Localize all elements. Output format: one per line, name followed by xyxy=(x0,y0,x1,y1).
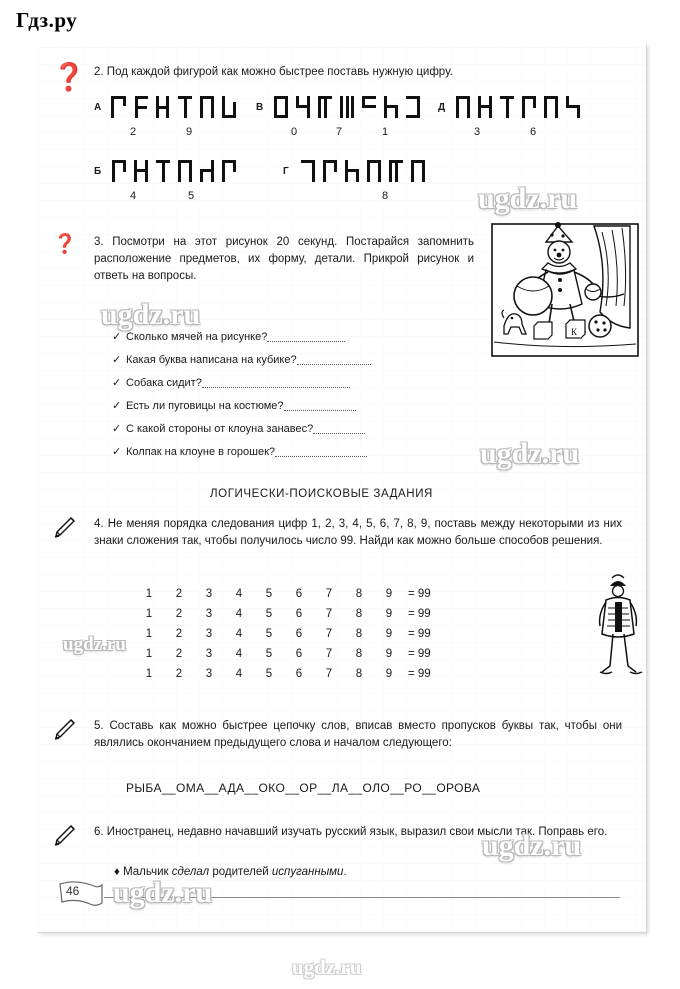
table-row[interactable] xyxy=(134,664,450,684)
watermark: ugdz.ru xyxy=(482,829,582,862)
digit: 2 xyxy=(175,588,183,600)
digit: 3 xyxy=(205,588,213,600)
figure-glyph xyxy=(520,94,539,120)
question-text: Какая буква написана на кубике? xyxy=(126,354,297,366)
digit: 5 xyxy=(265,648,273,660)
figure-glyph xyxy=(176,94,195,120)
task-5-body: Составь как можно быстрее цепочку слов, вписав вместо пропусков буквы так, чтобы они являлись окончанием предыдущего слова и началом следующего: xyxy=(94,720,622,749)
figure-row-g xyxy=(299,158,428,184)
figure-glyph xyxy=(220,94,239,120)
task-4-body: Не меняя порядка следования цифр 1, 2, 3, 4, 5, 6, 7, 8, 9, поставь между некоторыми из них знаки сложения так, чтобы получилось число 99. Найди как можно больше способов решения. xyxy=(94,518,622,547)
figure-glyph xyxy=(387,158,406,184)
figure-group-b-label: Б xyxy=(94,166,102,177)
watermark: ugdz.ru xyxy=(478,182,578,215)
digit: 3 xyxy=(205,668,213,680)
example-end: . xyxy=(343,866,347,878)
task-4-number: 4. xyxy=(94,518,104,530)
digit: 5 xyxy=(187,190,195,202)
digit: 7 xyxy=(325,608,333,620)
figure-glyph xyxy=(220,158,239,184)
figure-glyph xyxy=(564,94,583,120)
table-row[interactable] xyxy=(134,584,450,604)
digit: 1 xyxy=(145,668,153,680)
question-text: С какой стороны от клоуна занавес? xyxy=(126,423,314,435)
task-3-body: Посмотри на этот рисунок 20 секунд. Постарайся запомнить расположение предметов, их форму, детали. Прикрой рисунок и ответь на вопросы. xyxy=(94,236,474,282)
digit: 4 xyxy=(235,668,243,680)
task-6-body: Иностранец, недавно начавший изучать русский язык, выразил свои мысли так. Поправь его. xyxy=(106,826,608,838)
task-6-number-visible: 6. xyxy=(94,826,104,838)
digit: 6 xyxy=(295,628,303,640)
task-4-text xyxy=(94,516,622,550)
digit: 8 xyxy=(355,588,363,600)
row-result: = 99 xyxy=(408,648,431,660)
figure-glyph xyxy=(404,94,423,120)
question-text: Колпак на клоуне в горошек? xyxy=(126,446,276,458)
task-3-question-list xyxy=(112,326,432,464)
digit: 7 xyxy=(325,628,333,640)
digit: 3 xyxy=(205,648,213,660)
pen-icon-task4 xyxy=(52,514,78,540)
page-number-flag xyxy=(58,880,106,914)
list-item xyxy=(112,441,432,464)
digit: 4 xyxy=(235,628,243,640)
digit: 3 xyxy=(473,126,481,138)
digit: 7 xyxy=(335,126,343,138)
footer-divider xyxy=(104,897,620,898)
figure-digits-g xyxy=(375,190,395,202)
question-text: Собака сидит? xyxy=(126,377,202,389)
watermark: ugdz.ru xyxy=(480,437,580,470)
row-result: = 99 xyxy=(408,628,431,640)
pen-icon-task5 xyxy=(52,716,78,742)
check-icon: ✓ xyxy=(112,423,122,435)
pen-icon-task6 xyxy=(52,822,78,848)
digit: 8 xyxy=(355,648,363,660)
answer-blank[interactable] xyxy=(284,398,356,411)
watermark: ugdz.ru xyxy=(63,634,126,655)
example-italic-2: испуганными xyxy=(271,866,344,878)
check-icon: ✓ xyxy=(112,400,122,412)
digit: 1 xyxy=(381,126,389,138)
digit: 2 xyxy=(175,648,183,660)
figure-row-b xyxy=(110,158,239,184)
digit: 3 xyxy=(205,608,213,620)
row-result: = 99 xyxy=(408,588,431,600)
digit: 1 xyxy=(145,648,153,660)
figure-glyph xyxy=(316,94,335,120)
check-icon: ✓ xyxy=(112,354,122,366)
digit: 6 xyxy=(295,648,303,660)
figure-glyph xyxy=(498,94,517,120)
check-icon: ✓ xyxy=(112,331,122,343)
word-chain[interactable]: РЫБА__ОМА__АДА__ОКО__ОР__ЛА__ОЛО__РО__ОРОВА xyxy=(126,781,481,795)
bullet-icon: ♦ xyxy=(114,866,120,878)
figure-group-d-label: Д xyxy=(438,102,446,113)
digit: 6 xyxy=(295,668,303,680)
digit: 7 xyxy=(325,648,333,660)
answer-blank[interactable] xyxy=(275,444,367,457)
task-6-example xyxy=(114,866,347,878)
figure-glyph xyxy=(321,158,340,184)
figure-glyph xyxy=(110,158,129,184)
digit: 4 xyxy=(235,608,243,620)
task-5-number: 5. xyxy=(94,720,104,732)
digit: 6 xyxy=(295,588,303,600)
row-result: = 99 xyxy=(408,668,431,680)
digit: 4 xyxy=(129,190,137,202)
figure-glyph xyxy=(382,94,401,120)
digit: 8 xyxy=(355,668,363,680)
figure-digits-a xyxy=(110,126,222,138)
figure-row-d xyxy=(454,94,583,120)
check-icon: ✓ xyxy=(112,377,122,389)
digit: 0 xyxy=(290,126,298,138)
list-item xyxy=(112,326,432,349)
page-sheet xyxy=(38,44,647,933)
digit: 2 xyxy=(175,608,183,620)
figure-glyph xyxy=(365,158,384,184)
row-result: = 99 xyxy=(408,608,431,620)
example-italic-1: сделал xyxy=(171,866,210,878)
figure-glyph xyxy=(542,94,561,120)
digit: 9 xyxy=(385,588,393,600)
task-2-body: Под каждой фигурой как можно быстрее поставь нужную цифру. xyxy=(106,66,453,78)
check-icon: ✓ xyxy=(112,446,122,458)
task-3-number: 3. xyxy=(94,236,104,248)
answer-blank[interactable] xyxy=(313,421,365,434)
figure-glyph xyxy=(198,94,217,120)
figure-group-g-label: Г xyxy=(283,166,289,177)
table-row[interactable] xyxy=(134,604,450,624)
task-3-text xyxy=(94,234,474,285)
task-2-text xyxy=(94,64,622,81)
answer-blank[interactable] xyxy=(297,352,371,365)
list-item xyxy=(112,349,432,372)
figure-digits-b xyxy=(110,190,226,202)
task-5-text xyxy=(94,718,622,752)
digit: 5 xyxy=(265,608,273,620)
example-mid: родителей xyxy=(209,866,272,878)
digit: 2 xyxy=(175,668,183,680)
figure-digits-v xyxy=(272,126,408,138)
figure-row-a xyxy=(110,94,239,120)
figure-glyph xyxy=(454,94,473,120)
task-4-number-rows xyxy=(134,584,450,684)
list-item xyxy=(112,372,432,395)
digit: 1 xyxy=(145,588,153,600)
figure-glyph xyxy=(272,94,291,120)
figure-glyph xyxy=(154,158,173,184)
figure-glyph xyxy=(299,158,318,184)
digit: 9 xyxy=(385,608,393,620)
list-item xyxy=(112,418,432,441)
digit: 7 xyxy=(325,668,333,680)
site-logo: Гдз.ру xyxy=(16,8,78,32)
question-text: Есть ли пуговицы на костюме? xyxy=(126,400,284,412)
answer-blank[interactable] xyxy=(267,329,345,342)
figure-row-v xyxy=(272,94,423,120)
digit: 6 xyxy=(295,608,303,620)
question-text: Сколько мячей на рисунке? xyxy=(126,331,268,343)
list-item xyxy=(112,395,432,418)
figure-glyph xyxy=(110,94,129,120)
table-row[interactable] xyxy=(134,644,450,664)
figure-glyph xyxy=(154,94,173,120)
example-prefix: Мальчик xyxy=(123,866,172,878)
figure-group-v-label: В xyxy=(256,102,264,113)
watermark: ugdz.ru xyxy=(101,298,201,331)
svg-text:К: К xyxy=(571,327,578,337)
digit: 1 xyxy=(145,608,153,620)
digit: 9 xyxy=(385,628,393,640)
figure-glyph xyxy=(132,158,151,184)
digit: 2 xyxy=(129,126,137,138)
section-title: ЛОГИЧЕСКИ-ПОИСКОВЫЕ ЗАДАНИЯ xyxy=(210,488,433,500)
answer-blank[interactable] xyxy=(202,375,350,388)
digit: 4 xyxy=(235,588,243,600)
question-mark-icon-task2: ❓ xyxy=(52,62,86,92)
figure-glyph xyxy=(198,158,217,184)
digit: 1 xyxy=(145,628,153,640)
digit: 8 xyxy=(381,190,389,202)
page-number: 46 xyxy=(66,884,80,898)
task-6-text xyxy=(94,824,622,841)
figure-glyph xyxy=(476,94,495,120)
digit: 5 xyxy=(265,588,273,600)
digit: 8 xyxy=(355,628,363,640)
digit: 2 xyxy=(175,628,183,640)
watermark: ugdz.ru xyxy=(113,876,213,909)
figure-glyph xyxy=(360,94,379,120)
figure-group-a-label: А xyxy=(94,102,102,113)
figure-glyph xyxy=(132,94,151,120)
digit: 6 xyxy=(529,126,537,138)
question-mark-icon-task3: ❓ xyxy=(53,234,77,255)
soldier-illustration xyxy=(586,572,646,696)
clown-illustration xyxy=(490,222,640,358)
digit: 3 xyxy=(205,628,213,640)
digit: 9 xyxy=(385,668,393,680)
figure-glyph xyxy=(294,94,313,120)
figure-glyph xyxy=(176,158,195,184)
table-row[interactable] xyxy=(134,624,450,644)
figure-glyph xyxy=(343,158,362,184)
digit: 9 xyxy=(385,648,393,660)
task-2-number: 2. xyxy=(94,66,104,78)
figure-glyph xyxy=(338,94,357,120)
watermark-footer: ugdz.ru xyxy=(292,955,362,979)
digit: 4 xyxy=(235,648,243,660)
digit: 5 xyxy=(265,668,273,680)
figure-glyph xyxy=(409,158,428,184)
digit: 5 xyxy=(265,628,273,640)
digit: 7 xyxy=(325,588,333,600)
digit: 8 xyxy=(355,608,363,620)
figure-digits-d xyxy=(454,126,566,138)
digit: 9 xyxy=(185,126,193,138)
